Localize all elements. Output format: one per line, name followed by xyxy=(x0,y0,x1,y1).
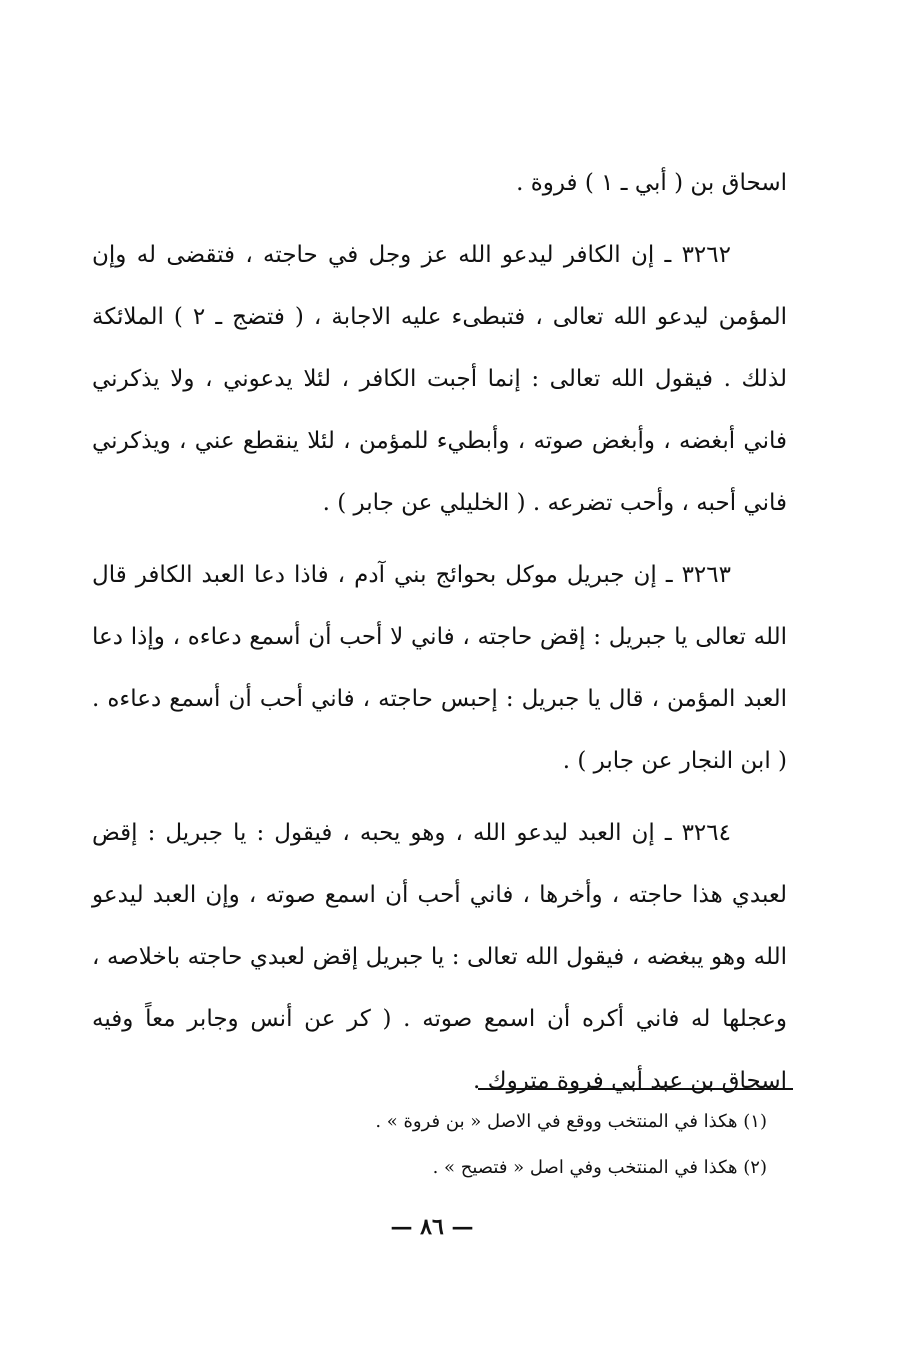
hadith-3263-paragraph: ٣٢٦٣ ـ إن جبريل موكل بحوائج بني آدم ، فاذا دعا العبد الكافر قال الله تعالى يا جبريل : إقض حاجته ، فاني لا أحب أن أسمع دعاءه ، وإذا دعا العبد المؤمن ، قال يا جبريل : إحبس حاجته ، فاني أحب أن أسمع دعاءه . ( ابن النجار عن جابر ) . xyxy=(92,562,787,774)
footnote-1: (١) هكذا في المنتخب ووقع في الاصل « بن فروة » . xyxy=(375,1111,767,1132)
main-text xyxy=(92,152,787,1122)
hadith-3264-paragraph: ٣٢٦٤ ـ إن العبد ليدعو الله ، وهو يحبه ، فيقول : يا جبريل : إقض لعبدي هذا حاجته ، وأخرها ، فاني أحب أن اسمع صوته ، وإن العبد ليدعو الله وهو يبغضه ، فيقول الله تعالى : يا جبريل إقض لعبدي حاجته باخلاصه ، وعجلها له فاني أكره أن اسمع صوته . ( كر عن أنس وجابر معاً وفيه اسحاق بن عبد أبي فروة متروك . xyxy=(92,820,787,1094)
page-number: — ٨٦ — xyxy=(390,1214,474,1240)
continuation-paragraph: اسحاق بن ( أبي ـ ١ ) فروة . xyxy=(516,170,787,196)
footnotes xyxy=(230,1099,767,1191)
hadith-3262-paragraph: ٣٢٦٢ ـ إن الكافر ليدعو الله عز وجل في حاجته ، فتقضى له وإن المؤمن ليدعو الله تعالى ، فتبطىء عليه الاجابة ، ( فتضج ـ ٢ ) الملائكة لذلك . فيقول الله تعالى : إنما أجبت الكافر ، لئلا يدعوني ، ولا يذكرني فاني أبغضه ، وأبغض صوته ، وأبطيء للمؤمن ، لئلا ينقطع عني ، ويذكرني فاني أحبه ، وأحب تضرعه . ( الخليلي عن جابر ) . xyxy=(92,242,787,516)
footnote-divider xyxy=(478,1088,793,1090)
footnote-2: (٢) هكذا في المنتخب وفي اصل « فتصيح » . xyxy=(432,1157,767,1178)
